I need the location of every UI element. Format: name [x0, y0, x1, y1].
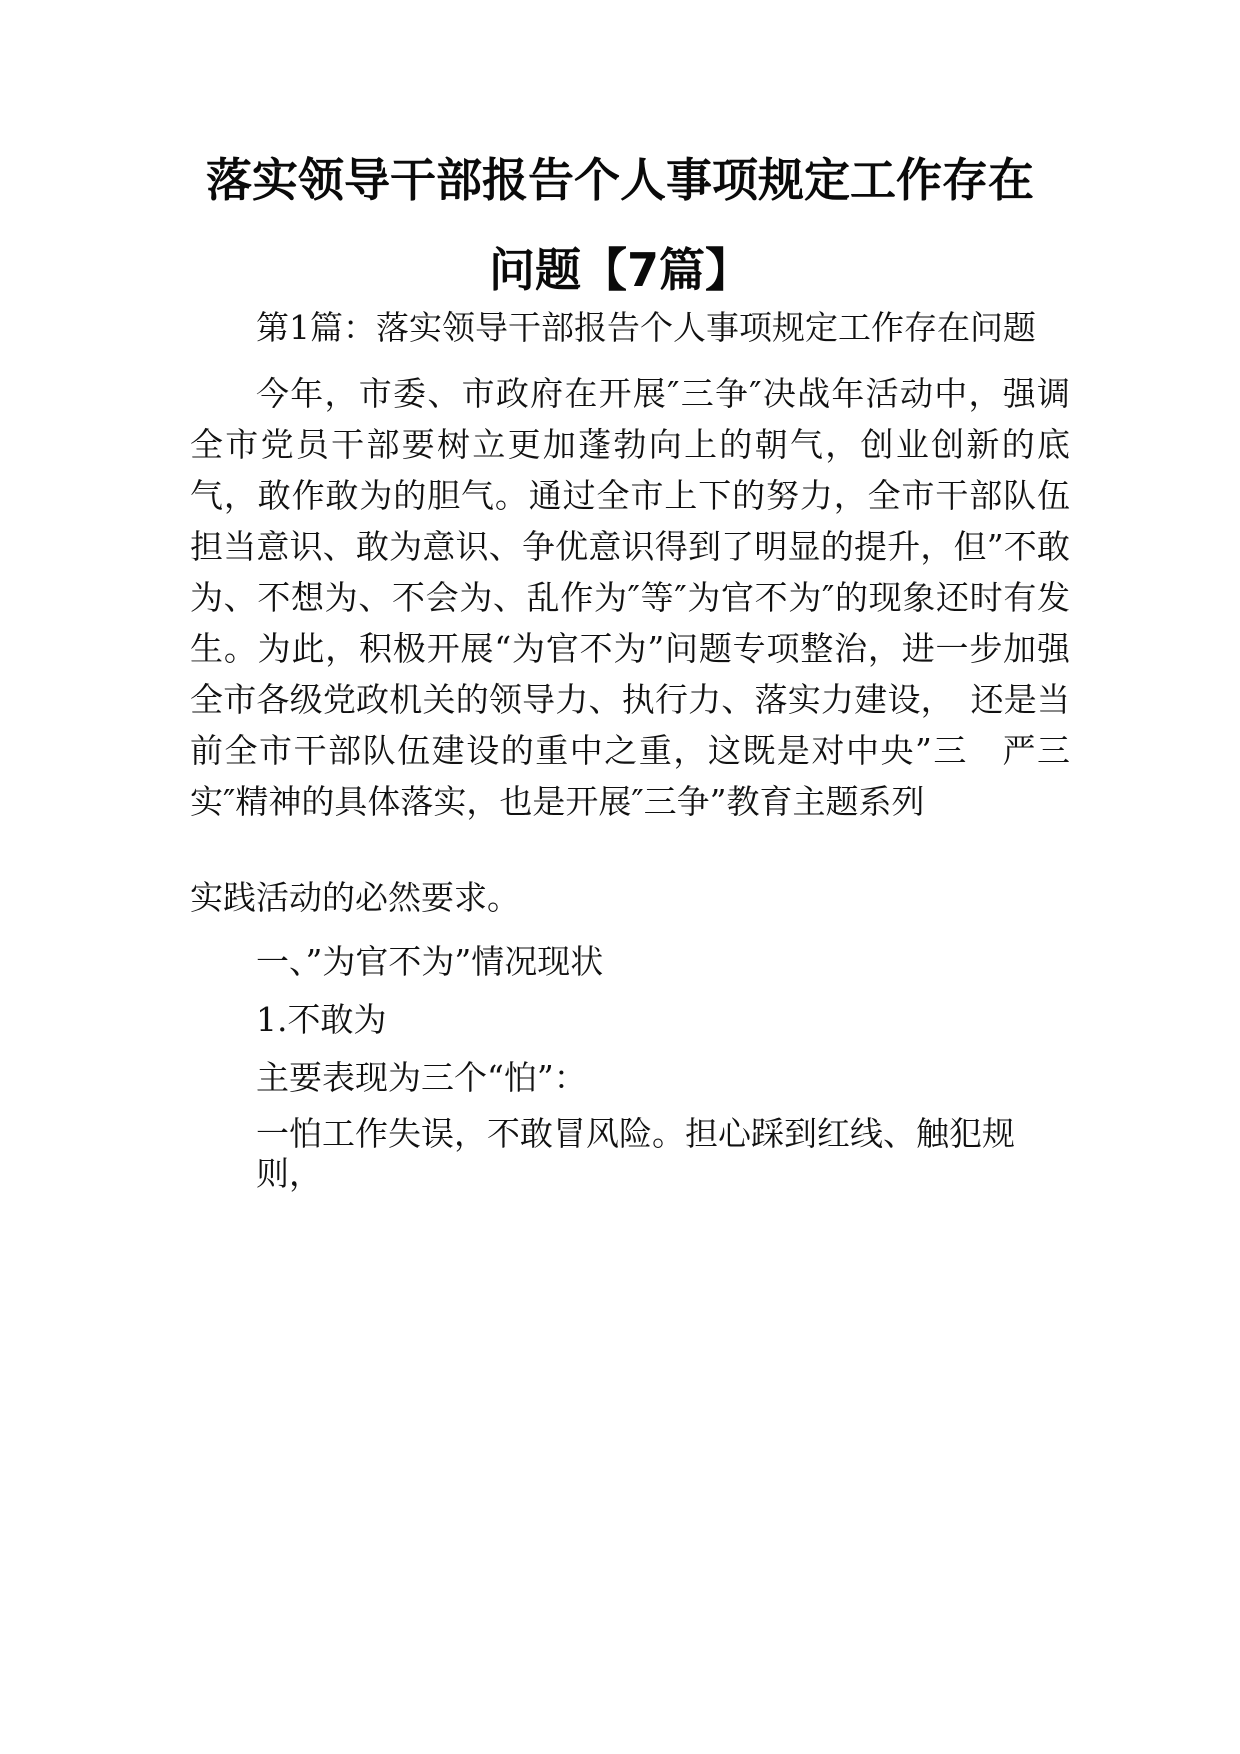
- document-title-line-1: 落实领导干部报告个人事项规定工作存在: [206, 153, 1034, 207]
- item-point-1: 一怕工作失误，不敢冒风险。担心踩到红线、触犯规则，: [256, 1114, 1015, 1193]
- paragraph-intro-tail: 实践活动的必然要求。: [190, 878, 520, 917]
- section-heading: 一、”为官不为”情况现状: [256, 942, 604, 981]
- item-heading: 1.不敢为: [256, 1000, 387, 1039]
- document-title-line-2: 问题【7篇】: [488, 243, 751, 297]
- article-subtitle: 第1篇：落实领导干部报告个人事项规定工作存在问题: [256, 308, 1036, 347]
- item-intro: 主要表现为三个“怕”：: [256, 1058, 587, 1097]
- paragraph-intro: 今年，市委、市政府在开展″三争″决战年活动中，强调全市党员干部要树立更加蓬勃向上的朝气，创业创新的底气，敢作敢为的胆气。通过全市上下的努力，全市干部队伍担当意识、敢为意识、争优意识得到了明显的提升，但”不敢为、不想为、不会为、乱作为″等″为官不为″的现象还时有发生。为此，积极开展“为官不为”问题专项整治，进一步加强全市各级党政机关的领导力、执行力、落实力建设， 还是当前全市干部队伍建设的重中之重，这既是对中央”三 严三实″精神的具体落实，也是开展″三争”教育主题系列: [190, 374, 1070, 821]
